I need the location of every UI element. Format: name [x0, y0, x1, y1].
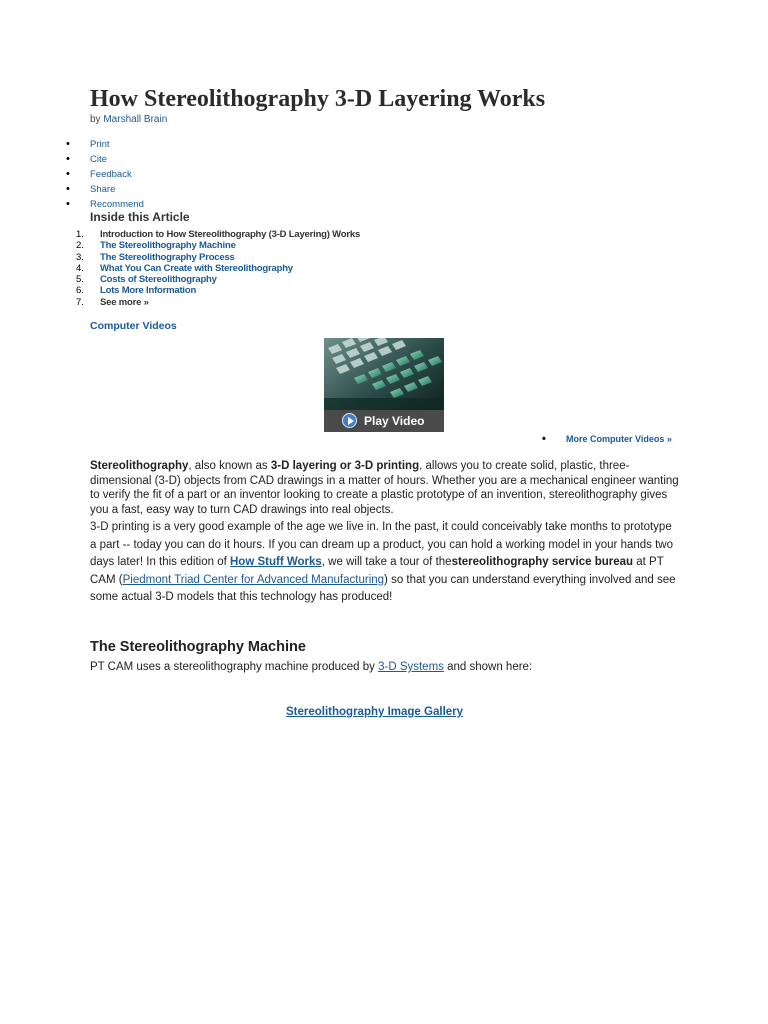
- how-stuff-works-link[interactable]: How Stuff Works: [230, 556, 322, 568]
- article-tools: [66, 139, 144, 214]
- image-gallery-link[interactable]: Stereolithography Image Gallery: [286, 706, 464, 718]
- toc-link[interactable]: What You Can Create with Stereolithography: [100, 262, 293, 274]
- toc-number: 3.: [76, 251, 84, 263]
- tool-item-print: [66, 139, 144, 154]
- inside-article-heading: Inside this Article: [90, 210, 190, 224]
- toc-item: [66, 252, 360, 263]
- text-span: 3-D printing is a very good example of the age we live in. In the past, it could conceivably take months to prototype a part -- today you can do it hours. If you can dream up a product, you can hold a working model in your hands two days later! In this edition of: [90, 521, 673, 568]
- author-link[interactable]: Marshall Brain: [103, 114, 168, 125]
- toc-number: 6.: [76, 285, 84, 297]
- toc-item: [66, 297, 360, 308]
- toc-number: 1.: [76, 229, 84, 240]
- body-paragraph: [90, 519, 680, 607]
- tool-item-feedback: [66, 169, 144, 184]
- toc-link[interactable]: Costs of Stereolithography: [100, 274, 217, 286]
- toc-current-label: Introduction to How Stereolithography (3-D Layering) Works: [100, 229, 361, 240]
- term-service-bureau: stereolithography service bureau: [451, 556, 634, 568]
- text-span: , also known as: [188, 460, 271, 472]
- section-heading: The Stereolithography Machine: [90, 639, 306, 655]
- toc-item: [66, 240, 360, 251]
- play-video-label[interactable]: Play Video: [364, 414, 425, 428]
- tool-item-share: [66, 184, 144, 199]
- intro-paragraph: [90, 459, 680, 517]
- article-title: How Stereolithography 3-D Layering Works: [90, 86, 546, 112]
- bullet-icon: •: [542, 433, 546, 445]
- cite-link[interactable]: Cite: [90, 154, 107, 165]
- recommend-link[interactable]: Recommend: [90, 199, 144, 210]
- share-link[interactable]: Share: [90, 184, 116, 195]
- toc-item: [66, 263, 360, 274]
- print-link[interactable]: Print: [90, 139, 110, 150]
- video-thumbnail[interactable]: [324, 338, 444, 432]
- text-span: PT CAM uses a stereolithography machine produced by: [90, 661, 379, 673]
- text-span: and shown here:: [443, 661, 533, 673]
- toc-link[interactable]: The Stereolithography Machine: [100, 240, 236, 252]
- text-span: ) so that you can understand everything involved and see some actual 3-D models that this technology has produced!: [90, 573, 676, 603]
- machine-paragraph: [90, 660, 532, 675]
- see-more-link[interactable]: See more »: [100, 296, 149, 308]
- more-computer-videos-link[interactable]: More Computer Videos »: [566, 434, 672, 444]
- computer-videos-heading: Computer Videos: [90, 320, 177, 332]
- image-gallery: [286, 706, 463, 718]
- toc-number: 2.: [76, 240, 84, 252]
- table-of-contents: [66, 229, 360, 308]
- toc-number: 4.: [76, 262, 84, 274]
- toc-item: [66, 285, 360, 296]
- text-span: , allows you to create solid, plastic, three-dimensional (3-D) objects from CAD drawings in a matter of hours. Whether you are a mechanical engineer wanting to verify the fit of a part or an inventor looking to create a plastic prototype of an invention, stereolithography gives you a fast, easy way to turn CAD drawings into real objects.: [90, 460, 679, 516]
- term-3d-printing: 3-D layering or 3-D printing: [270, 460, 420, 472]
- toc-item: [66, 274, 360, 285]
- toc-link[interactable]: Lots More Information: [100, 285, 197, 297]
- play-bar[interactable]: [324, 410, 444, 432]
- ptcam-link[interactable]: Piedmont Triad Center for Advanced Manufacturing: [122, 573, 385, 586]
- 3d-systems-link[interactable]: 3-D Systems: [378, 661, 444, 673]
- play-icon[interactable]: [342, 413, 357, 428]
- byline: [90, 114, 167, 125]
- toc-number: 7.: [76, 296, 84, 308]
- toc-link[interactable]: The Stereolithography Process: [100, 251, 235, 263]
- text-span: , we will take a tour of the: [321, 556, 452, 568]
- text-span: at PT CAM (: [90, 556, 664, 586]
- byline-prefix: by: [90, 114, 104, 125]
- term-stereolithography: Stereolithography: [90, 460, 189, 472]
- feedback-link[interactable]: Feedback: [90, 169, 132, 180]
- tool-item-cite: [66, 154, 144, 169]
- toc-item: [66, 229, 360, 240]
- toc-number: 5.: [76, 274, 84, 286]
